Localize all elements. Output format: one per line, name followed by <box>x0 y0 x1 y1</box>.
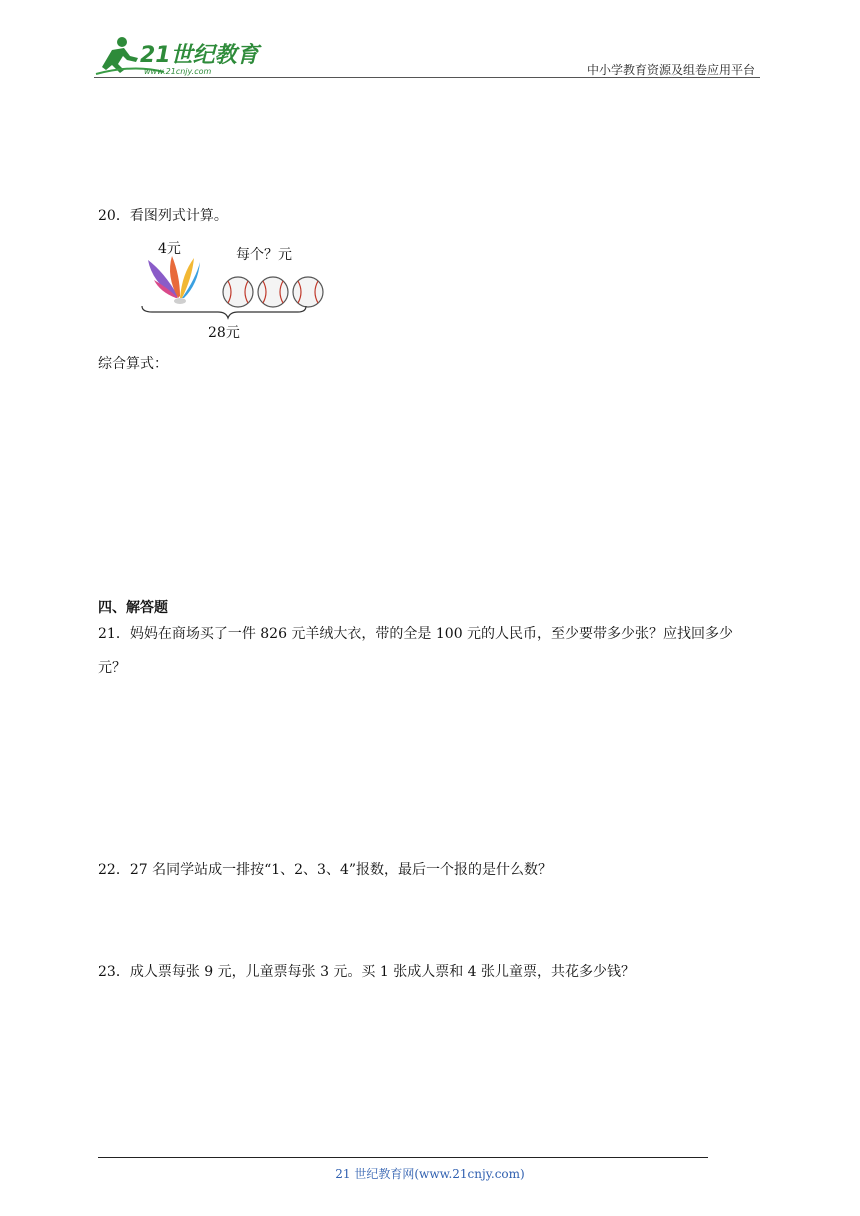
total-brace <box>142 306 306 318</box>
shuttlecock-icon <box>148 256 200 304</box>
site-logo <box>94 34 264 78</box>
svg-text:www.21cnjy.com: www.21cnjy.com <box>144 67 212 76</box>
total-price-label: 28元 <box>208 325 240 341</box>
answer-label-20: 综合算式： <box>98 356 168 372</box>
baseball-icon <box>293 277 323 307</box>
footer-divider <box>98 1157 708 1158</box>
question-20: 20．看图列式计算。 <box>98 208 228 224</box>
footer-link[interactable]: 21 世纪教育网(www.21cnjy.com) <box>335 1167 525 1181</box>
baseball-icon <box>223 277 253 307</box>
question-21-line-2: 元？ <box>98 660 126 676</box>
question-23: 23．成人票每张 9 元，儿童票每张 3 元。买 1 张成人票和 4 张儿童票，共花多少钱？ <box>98 964 636 980</box>
ball-price-label: 每个？元 <box>236 247 292 263</box>
question-22: 22．27 名同学站成一排按“1、2、3、4”报数，最后一个报的是什么数？ <box>98 862 553 878</box>
question-21-line-1: 21．妈妈在商场买了一件 826 元羊绒大衣，带的全是 100 元的人民币，至少要带多少张？应找回多少 <box>98 626 734 642</box>
question-20-figure <box>138 236 338 346</box>
shuttlecock-price-label: 4元 <box>158 241 181 257</box>
svg-text:21世纪教育: 21世纪教育 <box>140 43 259 68</box>
header-tagline: 中小学教育资源及组卷应用平台 <box>586 63 755 77</box>
runner-logo-icon <box>94 34 264 78</box>
section-title: 四、解答题 <box>98 600 168 616</box>
baseball-icon <box>258 277 288 307</box>
header-divider <box>94 77 760 78</box>
